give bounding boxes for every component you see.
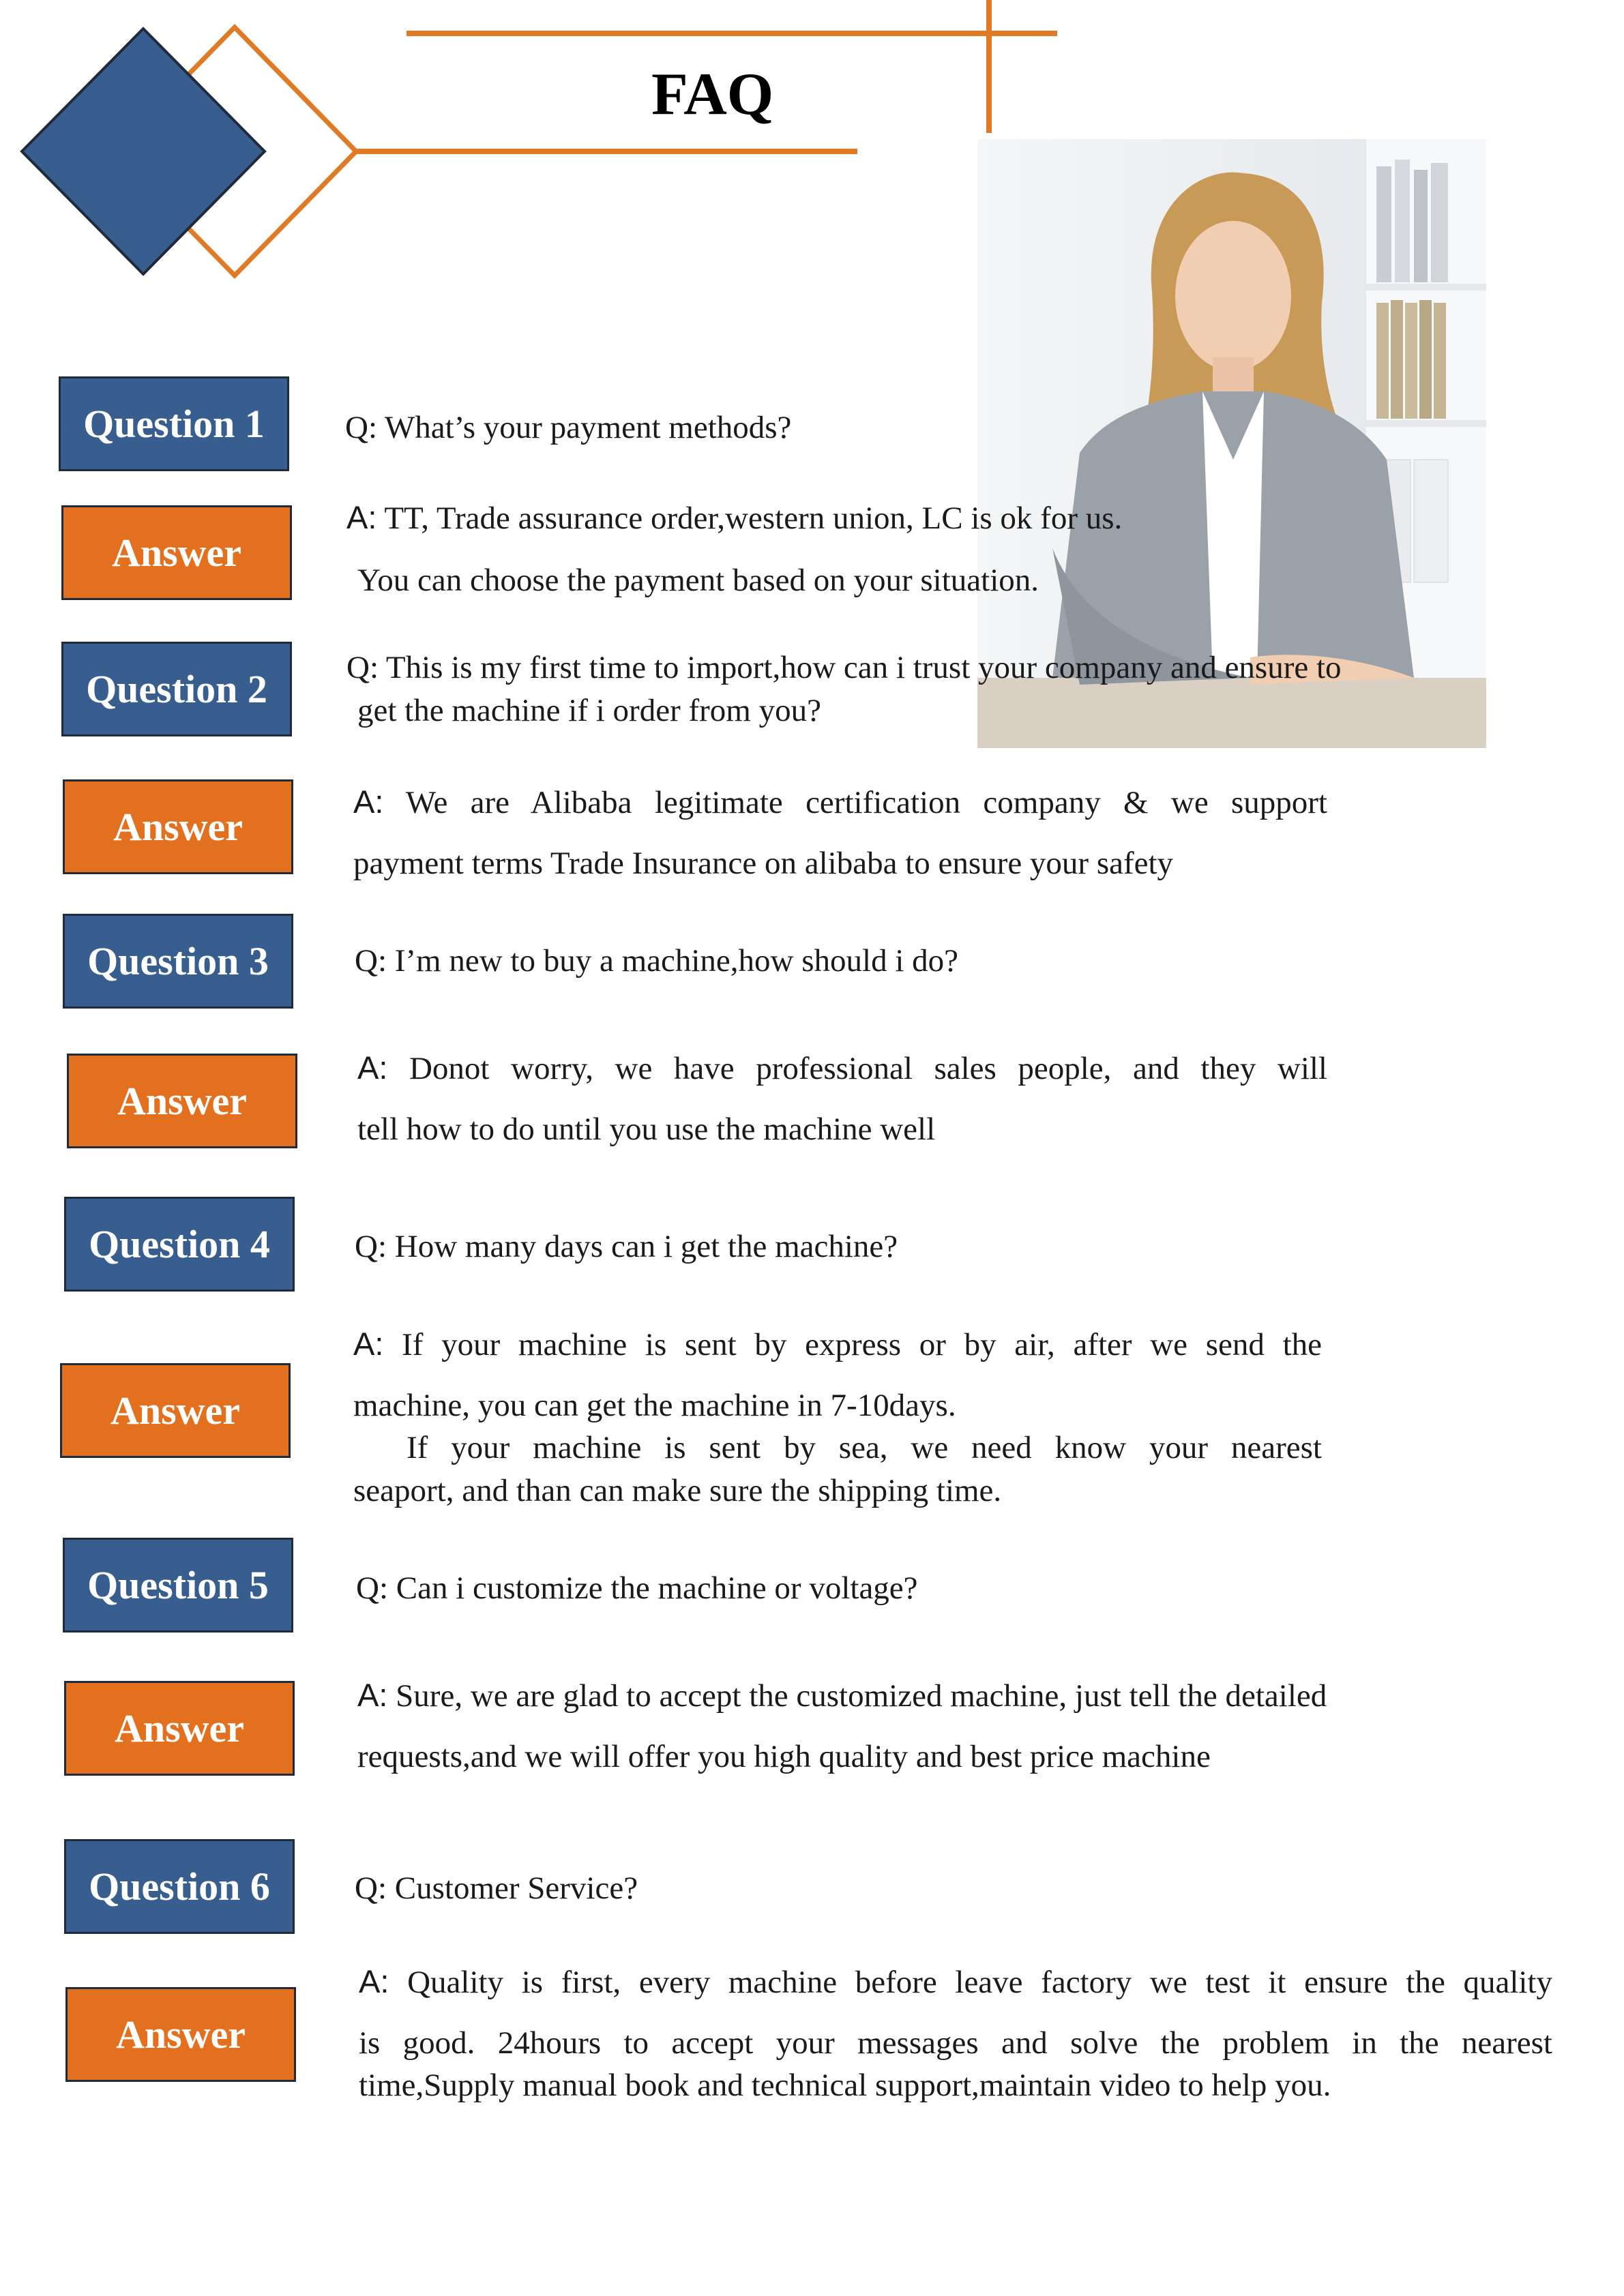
answer-1-text: A: TT, Trade assurance order,western union, LC is ok for us. You can choose the payment based on your situation. (346, 499, 1123, 598)
answer-6-label: Answer (65, 1987, 296, 2082)
blue-diamond (22, 29, 265, 274)
question-2-text: Q: This is my first time to import,how can i trust your company and ensure to get the machine if i order from you? (346, 650, 1342, 728)
answer-3-label: Answer (67, 1054, 297, 1148)
question-6-text: Q: Customer Service? (355, 1870, 638, 1906)
question-5-label: Question 5 (63, 1538, 293, 1632)
answer-2-text: A: We are Alibaba legitimate certification company & we support payment terms Trade Insurance on alibaba to ensure your safety (353, 784, 1327, 881)
question-4-text: Q: How many days can i get the machine? (355, 1229, 898, 1264)
question-1-label: Question 1 (59, 376, 289, 471)
question-3-label: Question 3 (63, 914, 293, 1009)
answer-4-text: A: If your machine is sent by express or by air, after we send the machine, you can get the machine in 7-10days. If your machine is sent by sea, we need know your nearest seaport, and than can make sure the shipping time. (353, 1326, 1323, 1508)
question-3-text: Q: I’m new to buy a machine,how should i do? (355, 943, 958, 979)
header-top-line (407, 31, 1057, 36)
answer-6-text: A: Quality is first, every machine before leave factory we test it ensure the quality is good. 24hours to accept your messages and solve the problem in the nearest time,Supply manual book and technical support,maintain video to help you. (359, 1963, 1552, 2103)
answer-4-label: Answer (60, 1363, 291, 1458)
page-title: FAQ (651, 61, 774, 128)
answer-5-label: Answer (64, 1681, 295, 1776)
header-vertical-line (986, 0, 992, 133)
header-decoration (0, 0, 1091, 293)
answer-3-text: A: Donot worry, we have professional sales people, and they will tell how to do until you use the machine well (357, 1049, 1327, 1147)
question-6-label: Question 6 (64, 1839, 295, 1934)
question-2-label: Question 2 (61, 642, 292, 736)
answer-prefix: A: (346, 499, 377, 535)
answer-1-label: Answer (61, 505, 292, 600)
header-bottom-line (356, 149, 857, 154)
question-5-text: Q: Can i customize the machine or voltage? (356, 1570, 918, 1606)
question-1-text: Q: What’s your payment methods? (345, 410, 792, 445)
question-4-label: Question 4 (64, 1197, 295, 1292)
answer-5-text: A: Sure, we are glad to accept the customized machine, just tell the detailed requests,and we will offer you high quality and best price machine (357, 1677, 1327, 1774)
answer-2-label: Answer (63, 779, 293, 874)
